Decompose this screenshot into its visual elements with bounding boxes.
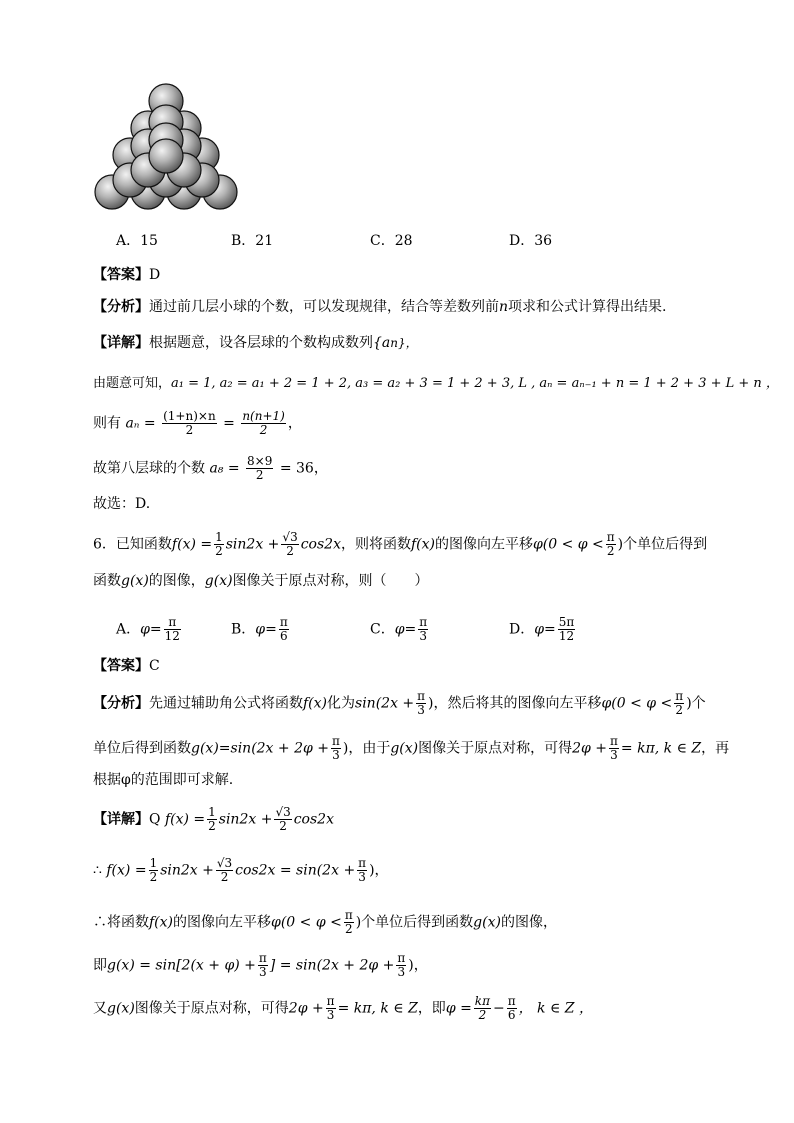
q6-d3-text-4: 的图像， <box>500 914 557 931</box>
q6-d4-mid: ] = sin(2x + 2φ + <box>269 957 395 974</box>
answer-value: D <box>149 267 161 283</box>
q6-fx: f(x) = <box>171 536 213 553</box>
eighth-lhs: a₈ = <box>209 460 240 477</box>
q6-an2-eq: 2φ + <box>572 740 608 757</box>
q6-d5-g: g(x) <box>107 1000 135 1017</box>
choose-line: 故选：D. <box>93 496 151 512</box>
option-b: B．21 <box>231 233 274 249</box>
detail-tag: 【详解】 <box>93 335 149 351</box>
q6-an1-text-3: ，然后将其的图像向左平移 <box>433 695 602 712</box>
then-end: ， <box>287 415 302 432</box>
q6-stem-text: 已知函数 <box>115 536 172 553</box>
q6-d1-f: f(x) = <box>164 811 206 828</box>
q6-detail-line-4: 即g(x) = sin[2(x + φ) + $\frac{\pi}{3}$ ] = sin(2x + 2φ + $\frac{\pi}{3}$ )， <box>93 951 428 979</box>
known-text: 由题意可知， <box>93 376 172 391</box>
then-eq: = <box>223 415 235 432</box>
q6-an1-sin: sin(2x + <box>355 695 415 712</box>
analysis-text: 通过前几层小球的个数，可以发现规律，结合等差数列前 <box>149 299 499 315</box>
q6-gx-2: g(x) <box>204 573 233 589</box>
q6-an2-close: ) <box>342 740 349 757</box>
q6-stem2-text-3: 图像关于原点对称，则（ ） <box>232 573 429 589</box>
q6-cos: cos2x <box>300 536 341 553</box>
q6-fx-2: f(x) <box>410 536 435 553</box>
q6-detail-line-1: 【详解】Q f(x) = $\frac{1}{2}$ sin2x + $\frac{√3}{2}$ cos2x <box>93 805 334 833</box>
q6-d5-eq2: = kπ, k ∈ Z <box>337 1000 418 1017</box>
q6-d1-cos: cos2x <box>293 811 334 828</box>
q6-d5-minus: − <box>492 1000 505 1017</box>
q6-an1-close: ) <box>428 695 434 712</box>
q6-frac-half: $\frac{1}{2}$ <box>215 530 223 558</box>
eighth-text: 故第八层球的个数 <box>93 460 205 477</box>
q6-option-c: C．φ= $\frac{\pi}{3}$ <box>370 615 428 643</box>
q6-an2-g: g(x)=sin(2x + 2φ + <box>191 740 329 757</box>
q6-d5-text-3: ，即 <box>417 1000 446 1017</box>
answer-tag: 【答案】 <box>93 267 149 283</box>
q6-d5-phi: φ = <box>445 1000 472 1017</box>
analysis-text-end: 项求和公式计算得出结果. <box>508 299 667 315</box>
q6-an2-g2: g(x) <box>390 740 419 757</box>
detail-line-q5 <box>93 333 418 353</box>
ball <box>149 139 183 173</box>
option-a: A．15 <box>116 233 158 249</box>
option-d: D．36 <box>509 233 553 249</box>
then-text: 则有 <box>93 415 121 432</box>
detail-text: 根据题意，设各层球的个数构成数列 <box>149 335 373 351</box>
eighth-frac: $\frac{8\times 9}{2}$ <box>247 454 273 482</box>
q6-number: 6． <box>93 536 116 553</box>
q6-an1-text: 先通过辅助角公式将函数 <box>149 695 303 712</box>
q6-stem-text-4: 个单位后得到 <box>623 536 708 553</box>
q6-gx: g(x) <box>121 573 149 589</box>
q6-frac-root3: $\frac{√3}{2}$ <box>282 530 298 558</box>
q6-close: ) <box>617 536 624 553</box>
q6-stem-text-3: 的图像向左平移 <box>434 536 533 553</box>
q6-d2-sin: sin2x + <box>160 862 214 879</box>
q6-d3-text-3: 个单位后得到函数 <box>361 914 474 931</box>
q6-stem-text-2: ，则将函数 <box>340 536 411 553</box>
analysis-tag: 【分析】 <box>93 299 149 315</box>
answer-line-q5 <box>93 265 160 285</box>
q6-stem2-text: 函数 <box>93 573 121 589</box>
q6-phi: φ(0 < φ < <box>532 536 604 553</box>
q6-d4-end: )， <box>408 957 428 974</box>
q6-analysis-line-1: 【分析】先通过辅助角公式将函数f(x)化为sin(2x + $\frac{\pi}{3}$ )，然后将其的图像向左平移φ(0 < φ < $\frac{\pi}{2}$ )个 <box>93 689 706 717</box>
known-math: a₁ = 1, a₂ = a₁ + 2 = 1 + 2, a₃ = a₂ + 3 = 1 + 2 + 3, L , aₙ = aₙ₋₁ + n = 1 + 2 + 3 + L + n ， <box>171 376 779 391</box>
q6-stem-line-1 <box>93 531 707 558</box>
q6-d3-text-2: 的图像向左平移 <box>173 914 272 931</box>
option-c: C．28 <box>370 233 413 249</box>
then-frac-2: $\frac{n(n+1)}{2}$ <box>242 409 285 437</box>
q6-d5-end: ， k ∈ Z ， <box>518 1000 593 1017</box>
then-lhs: aₙ = <box>125 415 156 432</box>
q6-answer-tag: 【答案】 <box>93 658 149 674</box>
q6-an2-text-2: ，由于 <box>348 740 391 757</box>
q6-stem-line-2 <box>93 571 429 591</box>
q6-an1-text-2: 化为 <box>327 695 356 712</box>
q6-analysis-tag: 【分析】 <box>93 695 149 712</box>
q6-an2-text-3: 图像关于原点对称，可得 <box>418 740 573 757</box>
q6-option-b: B．φ= $\frac{\pi}{6}$ <box>231 615 288 643</box>
q6-an1-text-4: 个 <box>691 695 706 712</box>
q6-d3-f: f(x) <box>149 914 174 931</box>
detail-seq: {a <box>373 335 391 351</box>
q6-answer-value: C <box>149 658 160 674</box>
analysis-line-q5 <box>93 297 666 317</box>
q6-an1-close-2: ) <box>686 695 692 712</box>
q6-d5-text-2: 图像关于原点对称，可得 <box>134 1000 289 1017</box>
q6-d1-sin: sin2x + <box>218 811 273 828</box>
q6-sin: sin2x + <box>225 536 280 553</box>
q6-an2-eq2: = kπ, k ∈ Z <box>620 740 702 757</box>
q6-analysis-line-2: 单位后得到函数g(x)=sin(2x + 2φ + $\frac{\pi}{3}$ )，由于g(x)图像关于原点对称，可得2φ + $\frac{\pi}{3}$ = kπ, k ∈ Z，再 <box>93 734 730 762</box>
q6-an2-text: 单位后得到函数 <box>93 740 191 757</box>
ball-pyramid-figure <box>92 82 244 218</box>
q6-option-d: D．φ= $\frac{5\pi}{12}$ <box>509 615 575 643</box>
q6-d5-text: 又 <box>93 1000 107 1017</box>
q6-an1-fx: f(x) <box>303 695 328 712</box>
q6-d3-g: g(x) <box>473 914 501 931</box>
q6-option-a: A．φ= $\frac{\pi}{12}$ <box>116 615 180 643</box>
then-frac-1: $\frac{(1+n)\times n}{2}$ <box>163 409 216 437</box>
q6-d4-text: 即 <box>93 957 107 974</box>
q6-analysis-line-3: 根据φ的范围即可求解. <box>93 772 234 788</box>
answer-line-q6 <box>93 656 160 676</box>
q6-detail-tag: 【详解】 <box>93 811 149 828</box>
analysis-n: n <box>499 299 509 315</box>
q6-d3-close: ) <box>355 914 362 931</box>
q6-d1-q: Q <box>149 811 161 828</box>
q6-d2-cos: cos2x = sin(2x + <box>235 862 356 879</box>
q6-detail-line-5: 又g(x)图像关于原点对称，可得2φ + $\frac{\pi}{3}$ = kπ, k ∈ Z，即φ = $\frac{k\pi}{2}$ − $\frac{\pi}{6}$ ， k ∈ Z ， <box>93 994 593 1022</box>
q6-an2-text-4: ，再 <box>701 740 730 757</box>
q6-d3-therefore: ∴ <box>93 914 107 931</box>
q6-d2-therefore: ∴ <box>93 862 102 879</box>
eighth-line <box>93 455 328 482</box>
known-line <box>93 374 779 394</box>
q6-d3-phi: φ(0 < φ < <box>271 914 342 931</box>
q6-d3-text: 将函数 <box>107 914 149 931</box>
q6-detail-line-2: ∴ f(x) = $\frac{1}{2}$ sin2x + $\frac{√3}{2}$ cos2x = sin(2x + $\frac{\pi}{3}$ )， <box>93 856 389 884</box>
detail-seq-sub: n}， <box>390 336 418 350</box>
q6-detail-line-3: ∴将函数f(x)的图像向左平移φ(0 < φ < $\frac{\pi}{2}$ )个单位后得到函数g(x)的图像， <box>93 908 557 936</box>
q6-d2-f: f(x) = <box>106 862 147 879</box>
q6-stem2-text-2: 的图像， <box>148 573 205 589</box>
q6-frac-pi2: $\frac{\pi}{2}$ <box>606 530 615 558</box>
eighth-res: = 36， <box>279 460 328 477</box>
then-line <box>93 410 302 437</box>
q6-d4-g: g(x) = sin[2(x + φ) + <box>107 957 256 974</box>
q6-d2-end: )， <box>369 862 389 879</box>
q6-d5-eq: 2φ + <box>288 1000 324 1017</box>
q6-an1-phi: φ(0 < φ < <box>601 695 673 712</box>
